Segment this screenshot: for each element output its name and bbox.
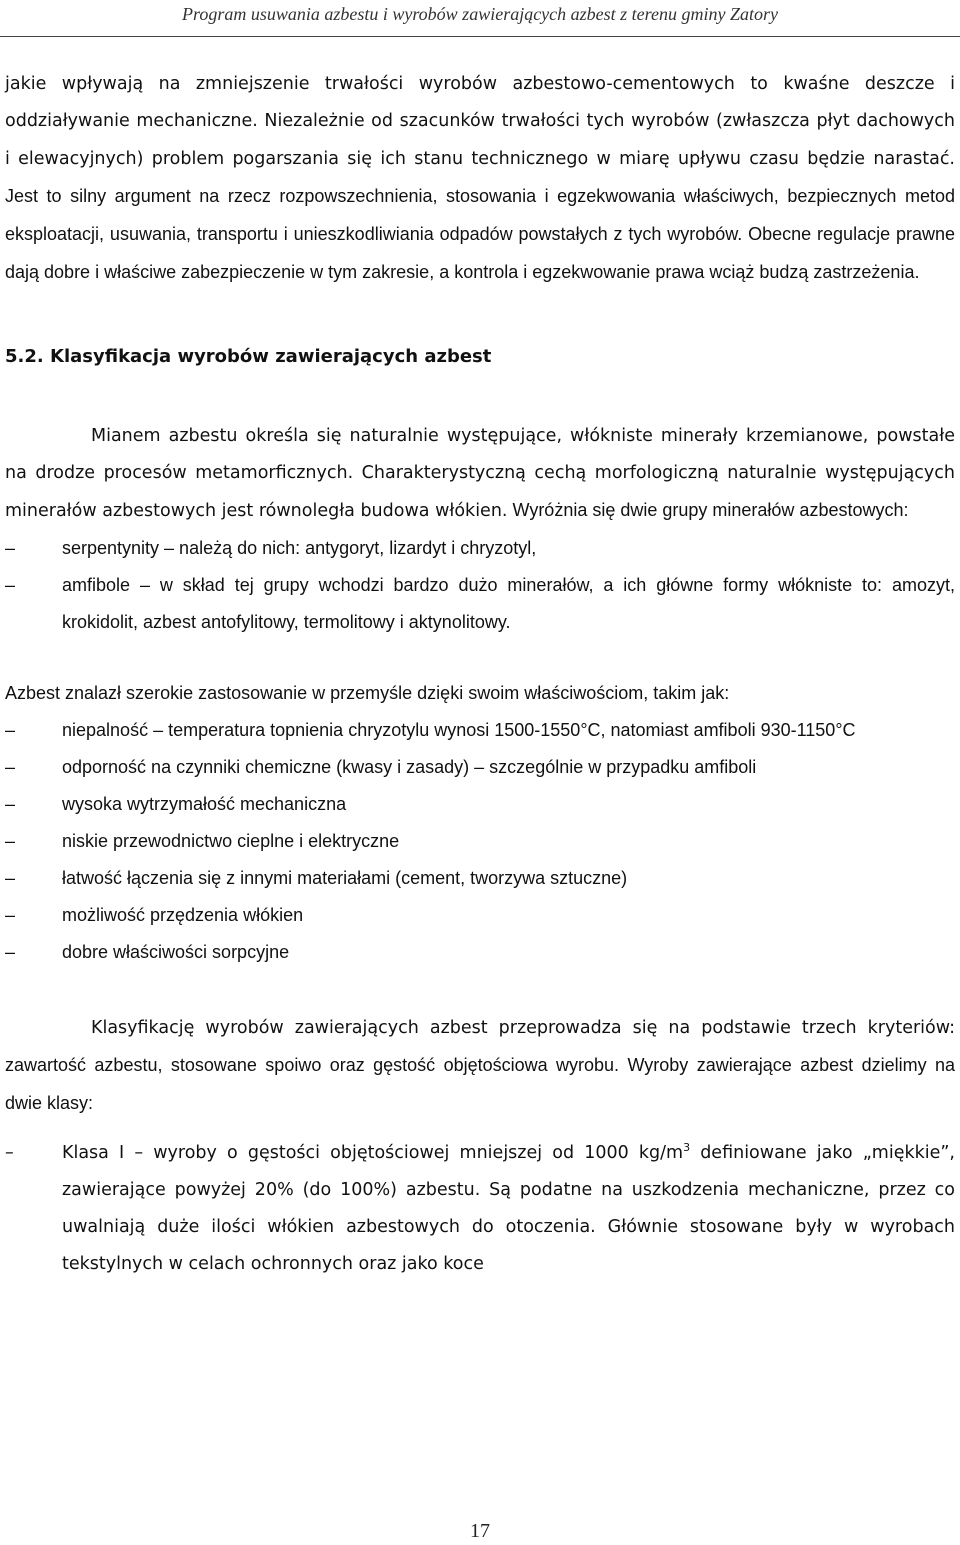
spacer	[5, 971, 955, 1009]
running-header: Program usuwania azbestu i wyrobów zawierających azbest z terenu gminy Zatory	[182, 4, 778, 24]
class-text-before: Klasa I – wyroby o gęstości objętościowej mniejszej od 1000 kg/m	[62, 1143, 684, 1163]
applications-intro: Azbest znalazł szerokie zastosowanie w przemyśle dzięki swoim właściwościom, takim jak:	[5, 683, 730, 703]
spacer	[5, 1123, 955, 1135]
properties-list	[5, 712, 955, 971]
list-item	[5, 712, 955, 749]
list-item	[5, 860, 955, 897]
list-item	[5, 530, 955, 567]
list-item	[5, 934, 955, 971]
superscript: 3	[683, 1141, 691, 1155]
dash-marker: –	[5, 868, 16, 888]
list-item-text: odporność na czynniki chemiczne (kwasy i zasady) – szczególnie w przypadku amfiboli	[62, 757, 757, 777]
dash-marker: –	[5, 538, 16, 558]
section-heading	[5, 338, 955, 375]
definition-text-part2: Wyróżnia się dwie grupy minerałów azbestowych:	[507, 500, 909, 520]
intro-text-part2: Jest to silny argument na rzecz rozpowszechnienia, stosowania i egzekwowania właściwych, bezpiecznych metod eksploatacji, usuwania, transportu i unieszkodliwiania odpadów powstałych z tych wyrobów. Obecne regulacje prawne dają dobre i właściwe zabezpieczenie w tym zakresie, a kontrola i egzekwowanie prawa wciąż budzą zastrzeżenia.	[5, 186, 955, 282]
list-item-text: wysoka wytrzymałość mechaniczna	[62, 794, 347, 814]
dash-marker: –	[5, 720, 16, 740]
list-item-text: serpentynity – należą do nich: antygoryt, lizardyt i chryzotyl,	[62, 538, 537, 558]
definition-text-part1: Mianem azbestu określa się naturalnie występujące, włókniste minerały krzemianowe, powstałe na drodze procesów metamorficznych. Charakterystyczną cechą morfologiczną naturalnie występujących minerałów azbestowych jest równoległa budowa włókien.	[5, 426, 955, 521]
list-item-text: niepalność – temperatura topnienia chryzotylu wynosi 1500-1550°C, natomiast amfiboli 930-1150°C	[62, 720, 856, 740]
spacer	[5, 641, 955, 675]
intro-text-part1: jakie wpływają na zmniejszenie trwałości wyrobów azbestowo-cementowych to kwaśne deszcze i oddziaływanie mechaniczne. Niezależnie od szacunków trwałości tych wyrobów (zwłaszcza płyt dachowych i elewacyjnych) problem pogarszania się ich stanu technicznego w miarę upływu czasu będzie narastać.	[5, 74, 955, 169]
list-item	[5, 1135, 955, 1283]
dash-marker: –	[5, 794, 16, 814]
dash-marker: –	[5, 575, 16, 595]
dash-marker: –	[5, 831, 16, 851]
class-text-after: definiowane jako „miękkie”, zawierające powyżej 20% (do 100%) azbestu. Są podatne na uszkodzenia mechaniczne, przez co uwalniają duże ilości włókien azbestowych do otoczenia. Głównie stosowane były w wyrobach tekstylnych w celach ochronnych oraz jako koce	[62, 1143, 955, 1274]
definition-paragraph	[5, 418, 955, 530]
list-item-text: dobre właściwości sorpcyjne	[62, 942, 290, 962]
section-number: 5.2.	[5, 346, 44, 367]
dash-marker: –	[5, 905, 16, 925]
list-item	[5, 823, 955, 860]
dash-marker: –	[5, 942, 16, 962]
list-item-text: niskie przewodnictwo cieplne i elektryczne	[62, 831, 400, 851]
header-rule	[0, 36, 960, 37]
list-item	[5, 897, 955, 934]
list-item-text: amfibole – w skład tej grupy wchodzi bardzo dużo minerałów, a ich główne formy włókniste to: amozyt, krokidolit, azbest antofylitowy, termolitowy i aktynolitowy.	[62, 575, 955, 632]
classes-list	[5, 1135, 955, 1283]
spacer	[5, 292, 955, 329]
spacer	[5, 375, 955, 418]
list-item	[5, 749, 955, 786]
classification-paragraph	[5, 1009, 955, 1123]
classification-text-part1: Klasyfikację wyrobów zawierających azbest przeprowadza się na podstawie trzech kryteriów:	[91, 1018, 955, 1038]
list-item-text: łatwość łączenia się z innymi materiałami (cement, tworzywa sztuczne)	[62, 868, 628, 888]
classification-text-part2: zawartość azbestu, stosowane spoiwo oraz gęstość objętościowa wyrobu. Wyroby zawierające azbest dzielimy na dwie klasy:	[5, 1055, 955, 1113]
list-item-text: możliwość przędzenia włókien	[62, 905, 304, 925]
page-content	[5, 66, 955, 1283]
dash-marker: –	[5, 1143, 14, 1163]
intro-paragraph	[5, 66, 955, 292]
mineral-groups-list	[5, 530, 955, 641]
page-number: 17	[470, 1520, 490, 1542]
section-title: Klasyfikacja wyrobów zawierających azbest	[50, 346, 492, 367]
list-item	[5, 567, 955, 641]
list-item	[5, 786, 955, 823]
dash-marker: –	[5, 757, 16, 777]
